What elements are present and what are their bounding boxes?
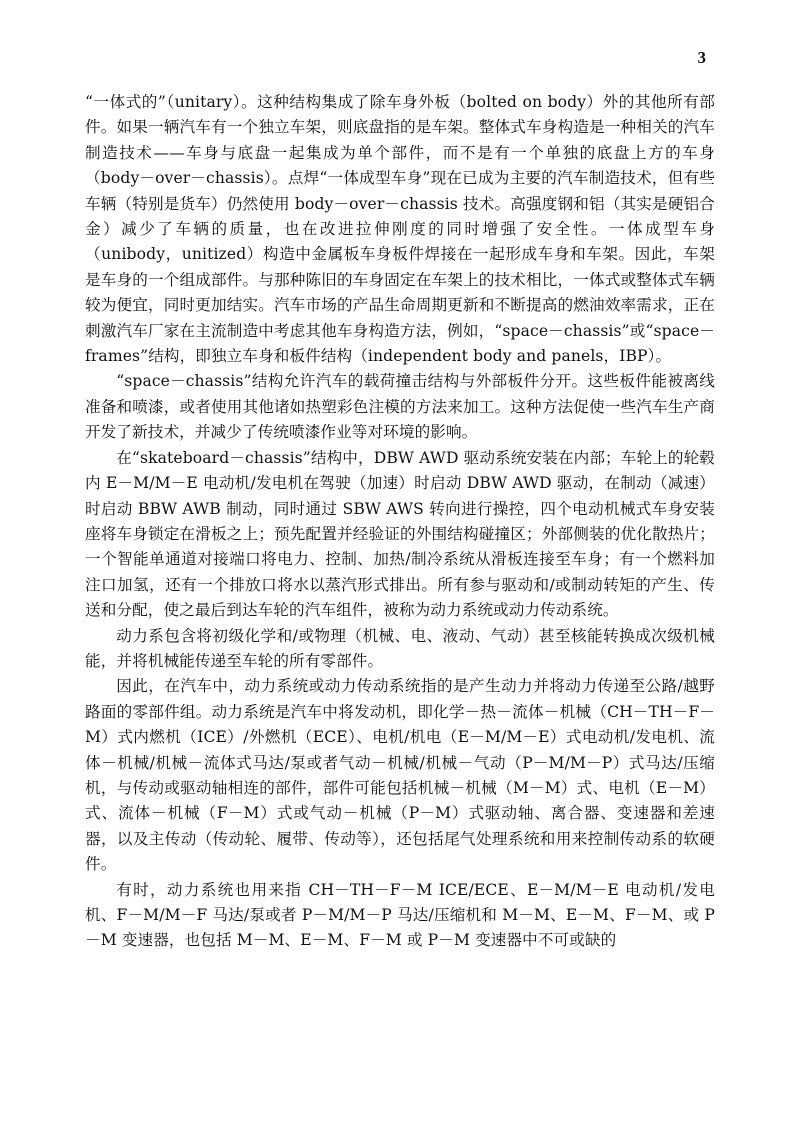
paragraph-powertrain-usage: 有时，动力系统也用来指 CH－TH－F－M ICE/ECE、E－M/M－E 电动机/发电机、F－M/M－F 马达/泵或者 P－M/M－P 马达/压缩机和 M－M、E－M、F－M、或 P－M 变速器，也包括 M－M、E－M、F－M 或 P－M 变速器中不可或缺的 <box>85 880 715 950</box>
document-body <box>85 90 715 954</box>
paragraph-skateboard-chassis: 在“skateboard－chassis”结构中，DBW AWD 驱动系统安装在内部；车轮上的轮毂内 E－M/M－E 电动机/发电机在驾驶（加速）时启动 DBW AWD 驱动，在制动（减速）时启动 BBW AWB 制动，同时通过 SBW AWS 转向进行操控，四个电动机械式车身安装座将车身锁定在滑板之上；预先配置并经验证的外围结构碰撞区；外部侧装的优化散热片；一个智能单通道对接端口将电力、控制、加热/制冷系统从滑板连接至车身；有一个燃料加注口加氢，还有一个排放口将水以蒸汽形式排出。所有参与驱动和/或制动转矩的产生、传送和分配，使之最后到达车轮的汽车组件，被称为动力系统或动力传动系统。 <box>85 448 715 620</box>
paragraph-space-chassis: “space－chassis”结构允许汽车的载荷撞击结构与外部板件分开。这些板件能被离线准备和喷漆，或者使用其他诸如热塑彩色注模的方法来加工。这种方法促使一些汽车生产商开发了新技术，并减少了传统喷漆作业等对环境的影响。 <box>85 372 715 442</box>
paragraph-unitary-body: “一体式的”（unitary）。这种结构集成了除车身外板（bolted on body）外的其他所有部件。如果一辆汽车有一个独立车架，则底盘指的是车架。整体式车身构造是一种相关的汽车制造技术——车身与底盘一起集成为单个部件，而不是有一个单独的底盘上方的车身（body－over－chassis）。点焊“一体成型车身”现在已成为主要的汽车制造技术，但有些车辆（特别是货车）仍然使用 body－over－chassis 技术。高强度钢和铝（其实是硬铝合金）减少了车辆的质量，也在改进拉伸刚度的同时增强了安全性。一体成型车身（unibody，unitized）构造中金属板车身板件焊接在一起形成车身和车架。因此，车架是车身的一个组成部件。与那种陈旧的车身固定在车架上的技术相比，一体式或整体式车辆较为便宜，同时更加结实。汽车市场的产品生命周期更新和不断提高的燃油效率需求，正在刺激汽车厂家在主流制造中考虑其他车身构造方法，例如，“space－chassis”或“space－frames”结构，即独立车身和板件结构（independent body and panels，IBP）。 <box>85 93 715 366</box>
paragraph-powertrain-components: 因此，在汽车中，动力系统或动力传动系统指的是产生动力并将动力传递至公路/越野路面的零部件组。动力系统是汽车中将发动机，即化学－热－流体－机械（CH－TH－F－M）式内燃机（ICE）/外燃机（ECE）、电机/机电（E－M/M－E）式电动机/发电机、流体－机械/机械－流体式马达/泵或者气动－机械/机械－气动（P－M/M－P）式马达/压缩机，与传动或驱动轴相连的部件，部件可能包括机械－机械（M－M）式、电机（E－M）式、流体－机械（F－M）式或气动－机械（P－M）式驱动轴、离合器、变速器和差速器，以及主传动（传动轮、履带、传动等），还包括尾气处理系统和用来控制传动系的软硬件。 <box>85 677 715 874</box>
paragraph-powertrain-definition: 动力系包含将初级化学和/或物理（机械、电、液动、气动）甚至核能转换成次级机械能，并将机械能传递至车轮的所有零部件。 <box>85 626 715 670</box>
page-number: 3 <box>697 48 706 67</box>
